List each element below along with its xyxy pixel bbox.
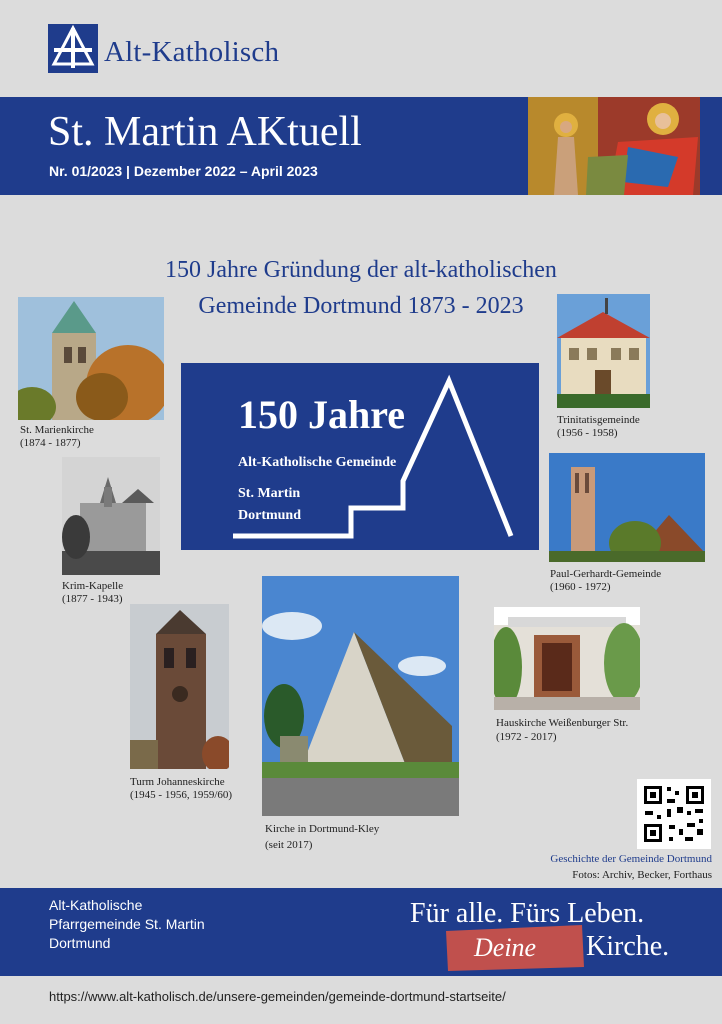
photo-credits: Fotos: Archiv, Becker, Forthaus [572, 869, 712, 881]
website-url[interactable]: https://www.alt-katholisch.de/unsere-gemeinden/gemeinde-dortmund-startseite/ [49, 989, 506, 1004]
caption-years: (1956 - 1958) [557, 427, 618, 439]
page-title: St. Martin AKtuell [48, 109, 362, 155]
photo-trinitatisgemeinde [557, 294, 650, 408]
caption-years: (1972 - 2017) [496, 731, 557, 743]
caption-name: Hauskirche Weißenburger Str. [496, 717, 629, 729]
caption-years: (1877 - 1943) [62, 593, 123, 605]
brand-name: Alt-Katholisch [104, 36, 280, 68]
parish-line-2: Pfarrgemeinde St. Martin [49, 916, 205, 932]
headline-line-2: Gemeinde Dortmund 1873 - 2023 [198, 293, 524, 319]
banner-sub-text: Alt-Katholische Gemeinde [238, 455, 397, 470]
caption-years: (seit 2017) [265, 839, 313, 851]
photo-turm-johanneskirche [130, 604, 229, 769]
logo-icon [48, 24, 98, 73]
banner-line-4: Dortmund [238, 508, 302, 523]
parish-line-3: Dortmund [49, 935, 111, 951]
photo-krim-kapelle [62, 457, 160, 575]
photo-st-marienkirche [18, 297, 164, 420]
caption-years: (1945 - 1956, 1959/60) [130, 789, 233, 801]
banner-line-3: St. Martin [238, 486, 301, 501]
saint-martin-painting-icon [528, 97, 700, 195]
caption-name: Turm Johanneskirche [130, 776, 225, 788]
photo-hauskirche-weissenburger-str [494, 607, 640, 710]
caption-name: Kirche in Dortmund-Kley [265, 823, 380, 835]
anniversary-banner [181, 363, 539, 550]
caption-name: St. Marienkirche [20, 424, 94, 436]
slogan-line-1: Für alle. Fürs Leben. [410, 898, 645, 929]
caption-years: (1960 - 1972) [550, 581, 611, 593]
caption-name: Paul-Gerhardt-Gemeinde [550, 568, 662, 580]
caption-years: (1874 - 1877) [20, 437, 81, 449]
slogan-line-2: Kirche. [586, 931, 670, 962]
banner-big-text: 150 Jahre [238, 392, 406, 437]
parish-name [49, 896, 205, 953]
headline-line-1: 150 Jahre Gründung der alt-katholischen [165, 257, 557, 283]
caption-name: Krim-Kapelle [62, 580, 124, 592]
deine-tag [446, 925, 584, 971]
caption-name: Trinitatisgemeinde [557, 414, 640, 426]
photo-paul-gerhardt-gemeinde [549, 453, 705, 562]
photo-kirche-dortmund-kley [262, 576, 459, 816]
history-link[interactable]: Geschichte der Gemeinde Dortmund [550, 853, 712, 865]
issue-subtitle: Nr. 01/2023 | Dezember 2022 – April 2023 [49, 163, 318, 179]
qr-code-icon[interactable] [637, 779, 711, 849]
deine-text: Deine [474, 933, 537, 962]
parish-line-1: Alt-Katholische [49, 897, 143, 913]
